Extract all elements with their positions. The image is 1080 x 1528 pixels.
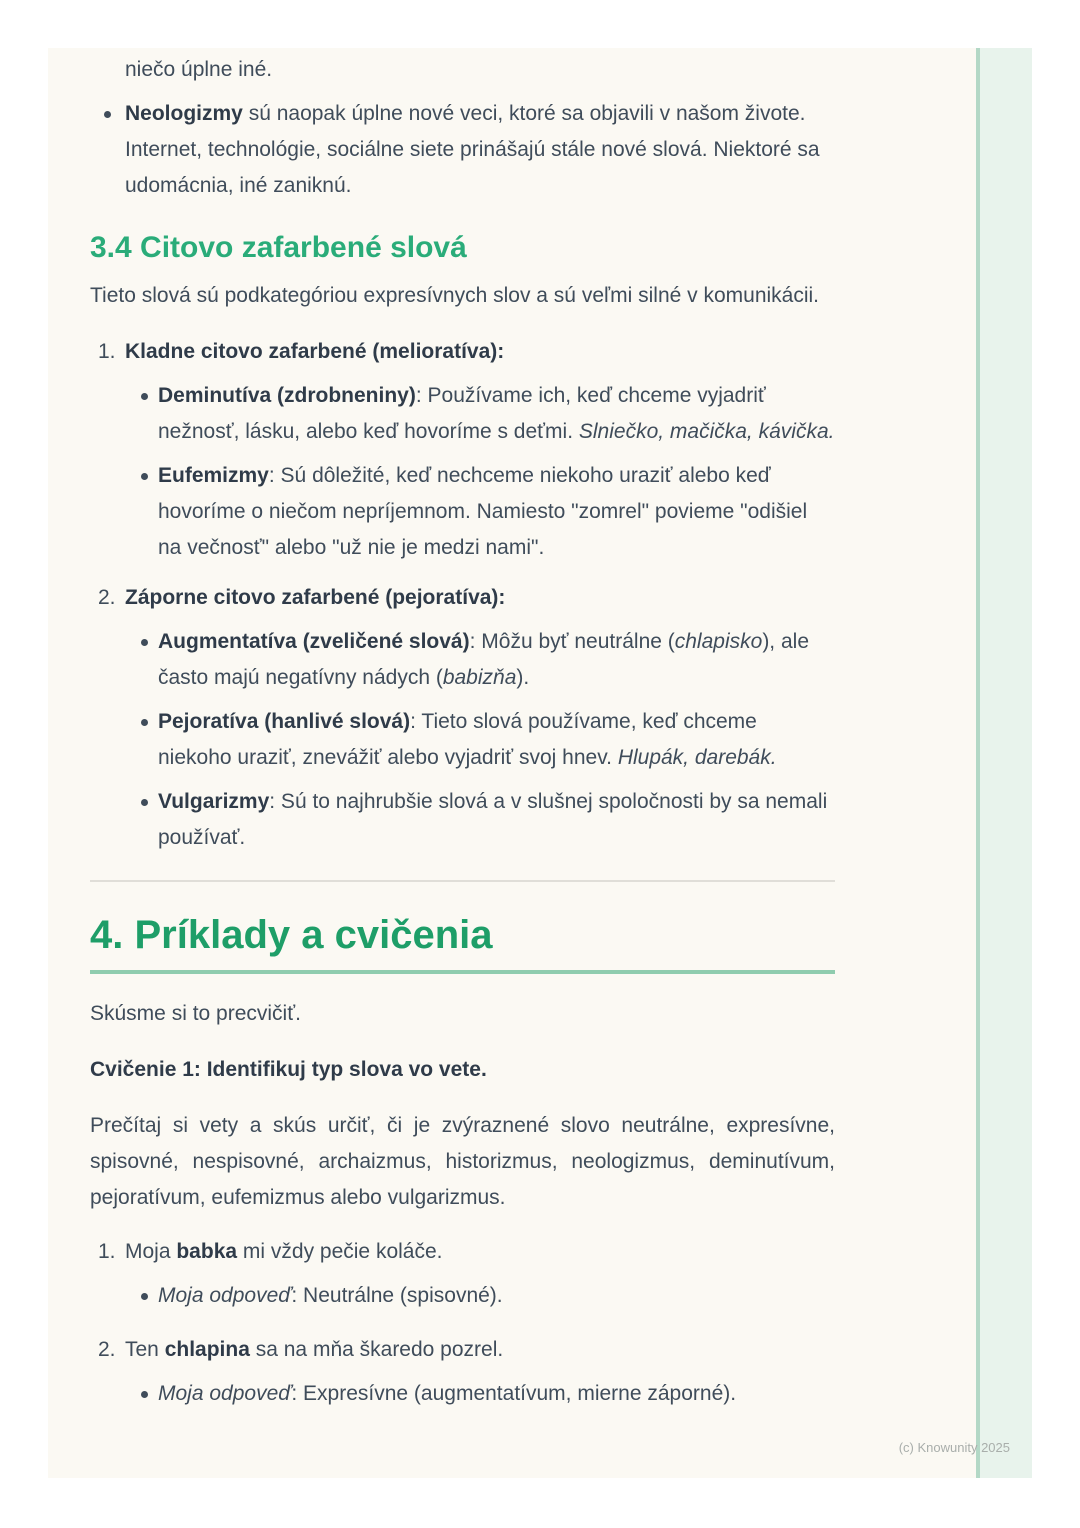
bullet-icon [141,1391,148,1398]
list-number: 2. [98,1338,116,1361]
document-page [48,48,1032,1478]
list-item-text: Augmentatíva (zveličené slová): Môžu byť neutrálne (chlapisko), ale často majú negatívny nádych (babizňa). [158,630,809,689]
exercise-sentence: Ten chlapina sa na mňa škaredo pozrel. [125,1338,504,1361]
list-item-augmentativa [125,624,835,696]
list-item-text: Eufemizmy: Sú dôležité, keď nechceme niekoho uraziť alebo keď hovoríme o niečom nepríjemnom. Namiesto "zomrel" povieme "odišiel na večnosť" alebo "už nie je medzi nami". [158,464,808,559]
list-item-continuation [90,52,835,88]
exercise-list [90,1234,835,1412]
numbered-item-heading: Kladne citovo zafarbené (melioratíva): [125,340,505,363]
list-item-deminutiva [125,378,835,450]
bullet-icon [104,111,111,118]
list-item-text: Neologizmy sú naopak úplne nové veci, ktoré sa objavili v našom živote. Internet, technológie, sociálne siete prinášajú stále nové slová. Niektoré sa udomácnia, iné zaniknú. [125,102,820,197]
exercise-answer-text: Moja odpoveď: Neutrálne (spisovné). [158,1284,503,1307]
bullet-icon [141,799,148,806]
list-item-text: Vulgarizmy: Sú to najhrubšie slová a v slušnej spoločnosti by sa nemali používať. [158,790,828,849]
exercise-instructions: Prečítaj si vety a skús určiť, či je zvýraznené slovo neutrálne, expresívne, spisovné, nespisovné, archaizmus, historizmus, neologizmus, deminutívum, pejoratívum, eufemizmus alebo vulgarizmus. [90,1114,835,1209]
exercise-answer-text: Moja odpoveď: Expresívne (augmentatívum, mierne záporné). [158,1382,737,1405]
exercise-heading: Cvičenie 1: Identifikuj typ slova vo vete. [90,1058,487,1081]
list-item-eufemizmy [125,458,835,566]
exercise-item-1 [90,1234,835,1314]
paragraph-text: niečo úplne iné. [125,58,273,81]
practice-intro: Skúsme si to precvičiť. [90,1002,301,1025]
list-item-neologisms [90,96,835,204]
numbered-item-heading: Záporne citovo zafarbené (pejoratíva): [125,586,506,609]
bullet-icon [141,1293,148,1300]
list-item-text: Pejoratíva (hanlivé slová): Tieto slová používame, keď chceme niekoho uraziť, znevážiť alebo vyjadriť svoj hnev. Hlupák, darebák. [158,710,777,769]
list-number: 1. [98,1240,116,1263]
list-item-pejorativa [125,704,835,776]
list-number: 1. [98,340,116,363]
list-item-vulgarizmy [125,784,835,856]
bullet-icon [141,639,148,646]
list-number: 2. [98,586,116,609]
exercise-answer-item [125,1376,835,1412]
section-heading-priklady: 4. Príklady a cvičenia [90,912,835,974]
page-content [90,52,835,1412]
bullet-icon [141,393,148,400]
section-heading-citovo-zafarbene: 3.4 Citovo zafarbené slová [90,231,467,264]
bullet-icon [141,719,148,726]
numbered-item-pejoratives [90,580,835,856]
section-divider [90,880,835,882]
numbered-item-melioratives [90,334,835,566]
exercise-answer-item [125,1278,835,1314]
exercise-sentence: Moja babka mi vždy pečie koláče. [125,1240,443,1263]
bullet-icon [141,473,148,480]
copyright-footer: (c) Knowunity 2025 [898,1440,1010,1455]
section-intro-paragraph: Tieto slová sú podkategóriou expresívnych slov a sú veľmi silné v komunikácii. [90,284,820,307]
right-accent-stripe [976,48,1032,1478]
exercise-item-2 [90,1332,835,1412]
list-item-text: Deminutíva (zdrobneniny): Používame ich, keď chceme vyjadriť nežnosť, lásku, alebo keď hovoríme s deťmi. Slniečko, mačička, kávička. [158,384,835,443]
